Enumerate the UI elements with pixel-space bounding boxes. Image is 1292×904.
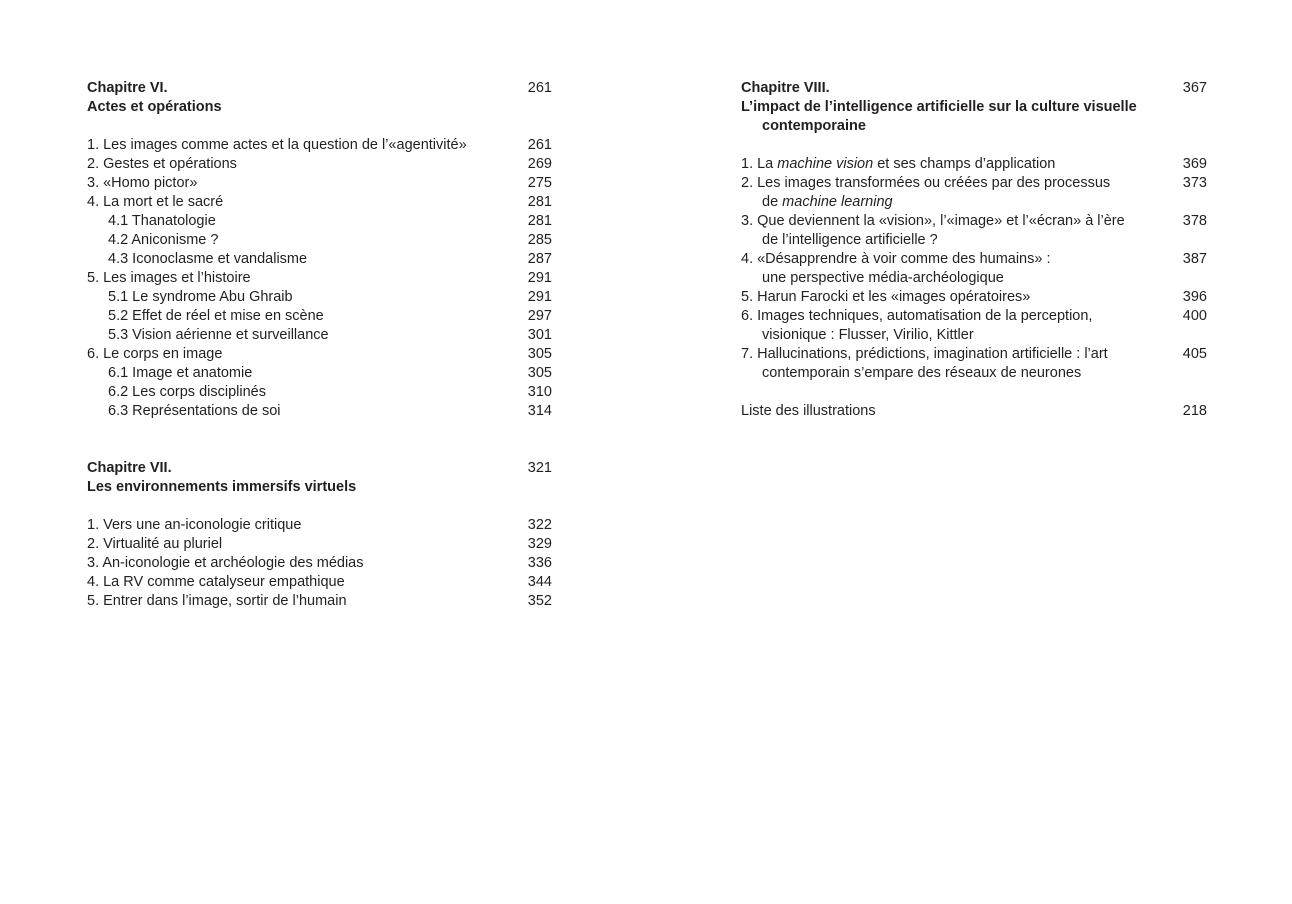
- toc-entry[interactable]: [87, 554, 552, 573]
- entry-text: 6. Images techniques, automatisation de la perception,: [741, 308, 1093, 324]
- toc-entry[interactable]: [741, 307, 1207, 326]
- page-number: 314: [527, 403, 552, 419]
- toc-entry-continuation[interactable]: une perspective média-archéologique: [762, 270, 1004, 286]
- entry-text: 5.1 Le syndrome Abu Ghraib: [108, 289, 293, 305]
- chapter-8-title-line-2[interactable]: contemporaine: [762, 118, 866, 134]
- page-number: 310: [527, 384, 552, 400]
- entry-text: Liste des illustrations: [741, 403, 876, 419]
- page-number: 352: [527, 593, 552, 609]
- chapter-label: Chapitre VII.: [87, 460, 172, 476]
- toc-subentry[interactable]: [87, 383, 552, 402]
- page-number: 396: [1182, 289, 1207, 305]
- toc-entry-continuation[interactable]: [741, 193, 1207, 212]
- toc-entry[interactable]: [741, 212, 1207, 231]
- page-number: 297: [527, 308, 552, 324]
- page-number: 281: [527, 194, 552, 210]
- toc-subentry[interactable]: [87, 288, 552, 307]
- entry-text: 6.1 Image et anatomie: [108, 365, 253, 381]
- page-number: 336: [527, 555, 552, 571]
- page-number: 322: [527, 517, 552, 533]
- page-number: 281: [527, 213, 552, 229]
- chapter-6-title[interactable]: Actes et opérations: [87, 99, 222, 115]
- entry-text: 3. Que deviennent la «vision», l’«image» et l’«écran» à l’ère: [741, 213, 1125, 229]
- toc-subentry[interactable]: [87, 364, 552, 383]
- page-number: 261: [527, 137, 552, 153]
- page-number: 405: [1182, 346, 1207, 362]
- entry-text: 5.2 Effet de réel et mise en scène: [108, 308, 324, 324]
- entry-text: 1. Vers une an-iconologie critique: [87, 517, 302, 533]
- page-number: 218: [1182, 403, 1207, 419]
- chapter-7-heading[interactable]: [87, 459, 552, 478]
- toc-entry[interactable]: [87, 193, 552, 212]
- toc-subentry[interactable]: [87, 231, 552, 250]
- entry-text: 4.1 Thanatologie: [108, 213, 216, 229]
- page-number: 291: [527, 289, 552, 305]
- entry-text: 3. An-iconologie et archéologie des médias: [87, 555, 364, 571]
- entry-text: 5. Harun Farocki et les «images opératoires»: [741, 289, 1031, 305]
- page-number: 387: [1182, 251, 1207, 267]
- page-number: 305: [527, 346, 552, 362]
- page-number: 275: [527, 175, 552, 191]
- page-number: 378: [1182, 213, 1207, 229]
- entry-text: 1. La machine vision et ses champs d’application: [741, 156, 1056, 172]
- entry-text: 3. «Homo pictor»: [87, 175, 198, 191]
- page-number: 373: [1182, 175, 1207, 191]
- entry-text: 1. Les images comme actes et la question de l’«agentivité»: [87, 137, 467, 153]
- page-number: 287: [527, 251, 552, 267]
- toc-entry[interactable]: [87, 174, 552, 193]
- page-number: 301: [527, 327, 552, 343]
- chapter-8-title-line-1[interactable]: L’impact de l’intelligence artificielle sur la culture visuelle: [741, 99, 1137, 115]
- toc-entry[interactable]: [87, 269, 552, 288]
- toc-entry[interactable]: [741, 288, 1207, 307]
- toc-entry-continuation[interactable]: visionique : Flusser, Virilio, Kittler: [762, 327, 974, 343]
- page-number: 261: [527, 80, 552, 96]
- toc-entry[interactable]: [741, 155, 1207, 174]
- toc-entry-continuation[interactable]: contemporain s’empare des réseaux de neurones: [762, 365, 1082, 381]
- entry-text: 2. Gestes et opérations: [87, 156, 237, 172]
- toc-subentry[interactable]: [87, 307, 552, 326]
- chapter-7-title[interactable]: Les environnements immersifs virtuels: [87, 479, 357, 495]
- entry-text: 2. Virtualité au pluriel: [87, 536, 223, 552]
- toc-entry[interactable]: [87, 516, 552, 535]
- chapter-6-heading[interactable]: [87, 79, 552, 98]
- illustrations-list-entry[interactable]: [741, 402, 1207, 421]
- page-number: 400: [1182, 308, 1207, 324]
- toc-right-column: [741, 79, 1207, 421]
- toc-entry[interactable]: [87, 573, 552, 592]
- toc-entry[interactable]: [741, 174, 1207, 193]
- entry-text: 4. «Désapprendre à voir comme des humains» :: [741, 251, 1051, 267]
- entry-text: 6.3 Représentations de soi: [108, 403, 281, 419]
- entry-text: 6. Le corps en image: [87, 346, 223, 362]
- page-number: 291: [527, 270, 552, 286]
- chapter-8-heading[interactable]: [741, 79, 1207, 98]
- entry-text: 4.3 Iconoclasme et vandalisme: [108, 251, 308, 267]
- page-number: 285: [527, 232, 552, 248]
- page-number: 321: [527, 460, 552, 476]
- entry-text: 5.3 Vision aérienne et surveillance: [108, 327, 329, 343]
- page-number: 269: [527, 156, 552, 172]
- toc-subentry[interactable]: [87, 402, 552, 421]
- toc-entry[interactable]: [87, 592, 552, 611]
- page-number: 367: [1182, 80, 1207, 96]
- entry-text: 7. Hallucinations, prédictions, imagination artificielle : l’art: [741, 346, 1108, 362]
- entry-text: 4. La RV comme catalyseur empathique: [87, 574, 345, 590]
- toc-subentry[interactable]: [87, 326, 552, 345]
- entry-text: 4. La mort et le sacré: [87, 194, 224, 210]
- toc-entry[interactable]: [87, 136, 552, 155]
- page-number: 369: [1182, 156, 1207, 172]
- page-number: 344: [527, 574, 552, 590]
- entry-text: de machine learning: [762, 194, 893, 210]
- toc-entry[interactable]: [87, 535, 552, 554]
- chapter-label: Chapitre VI.: [87, 80, 168, 96]
- toc-entry[interactable]: [741, 250, 1207, 269]
- toc-subentry[interactable]: [87, 250, 552, 269]
- entry-text: 4.2 Aniconisme ?: [108, 232, 219, 248]
- toc-entry[interactable]: [741, 345, 1207, 364]
- page-number: 329: [527, 536, 552, 552]
- toc-entry[interactable]: [87, 155, 552, 174]
- entry-text: 5. Entrer dans l’image, sortir de l’humain: [87, 593, 347, 609]
- toc-entry[interactable]: [87, 345, 552, 364]
- toc-subentry[interactable]: [87, 212, 552, 231]
- toc-entry-continuation[interactable]: de l’intelligence artificielle ?: [762, 232, 938, 248]
- entry-text: 6.2 Les corps disciplinés: [108, 384, 266, 400]
- toc-left-column: [87, 79, 552, 611]
- chapter-label: Chapitre VIII.: [741, 80, 830, 96]
- entry-text: 5. Les images et l’histoire: [87, 270, 251, 286]
- page-number: 305: [527, 365, 552, 381]
- entry-text: 2. Les images transformées ou créées par des processus: [741, 175, 1111, 191]
